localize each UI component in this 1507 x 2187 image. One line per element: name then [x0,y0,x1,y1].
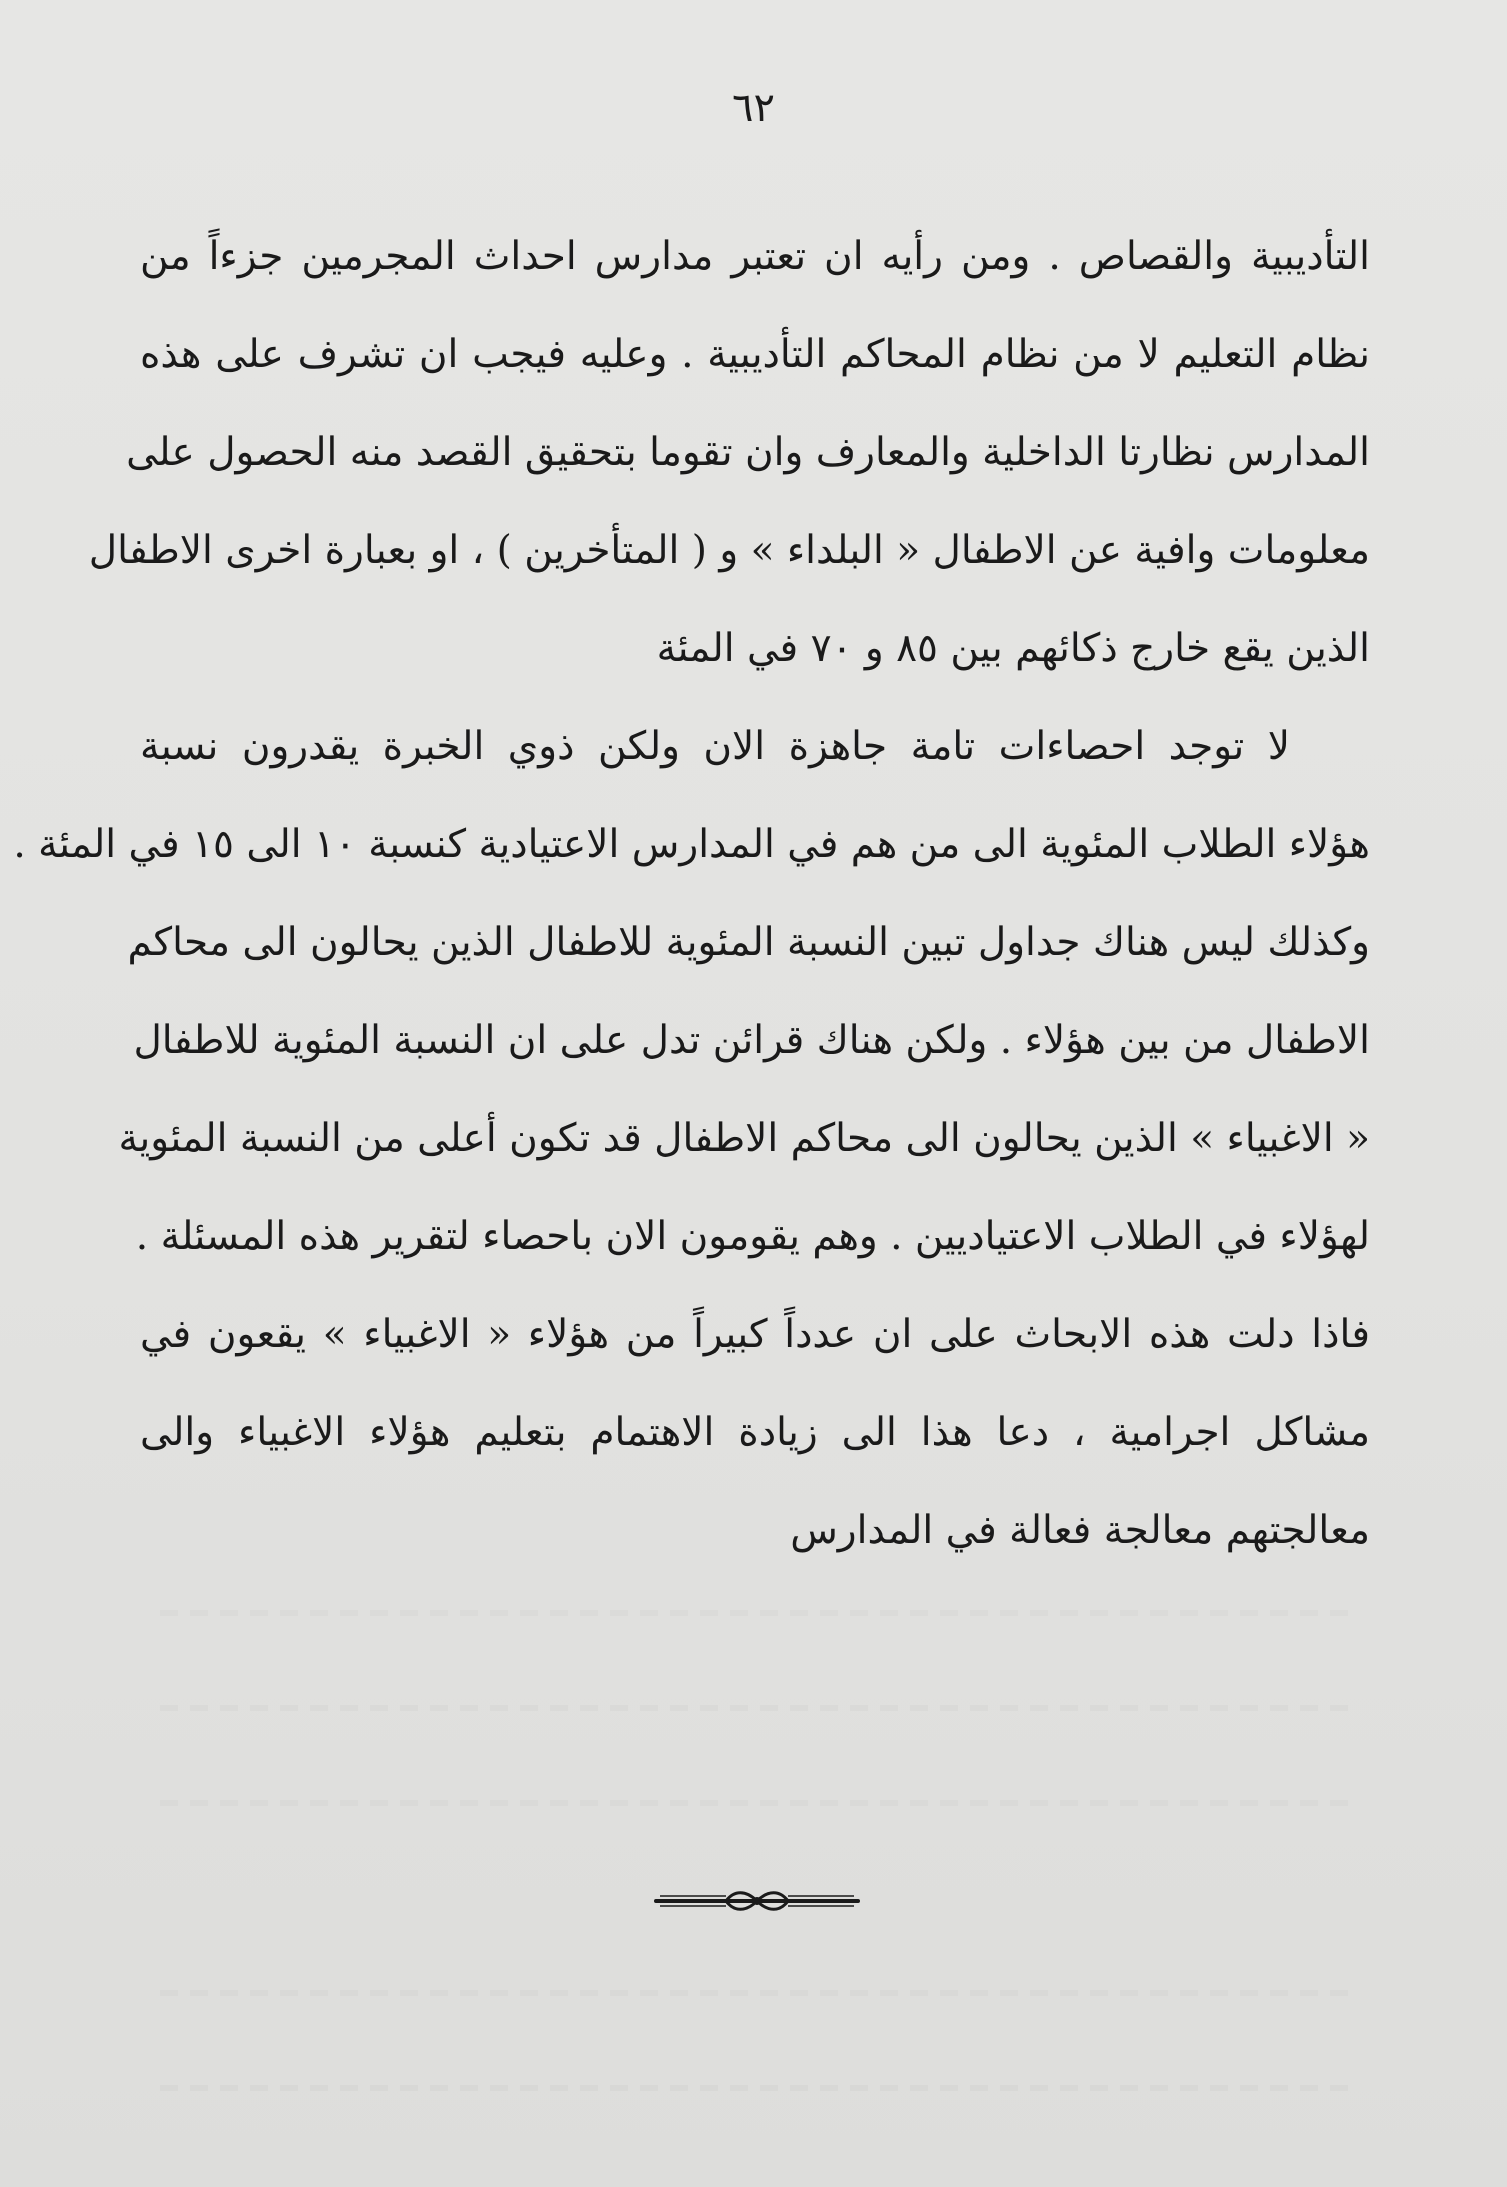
page-number: ٦٢ [732,85,775,131]
text-line: وكذلك ليس هناك جداول تبين النسبة المئوية للاطفال الذين يحالون الى محاكم [127,920,1370,965]
show-through-line [160,1800,1360,1806]
text-line: معالجتهم معالجة فعالة في المدارس [790,1508,1370,1553]
show-through-line [160,1990,1360,1996]
paragraph-1 [88,208,1370,698]
text-line: لا توجد احصاءات تامة جاهزة الان ولكن ذوي الخبرة يقدرون نسبة [140,724,1290,769]
paragraph-2 [13,698,1370,1580]
text-line: مشاكل اجرامية ، دعا هذا الى زيادة الاهتمام بتعليم هؤلاء الاغبياء والى [140,1410,1370,1455]
text-line: الاطفال من بين هؤلاء . ولكن هناك قرائن تدل على ان النسبة المئوية للاطفال [133,1018,1370,1063]
show-through-line [160,2085,1360,2091]
text-line: فاذا دلت هذه الابحاث على ان عدداً كبيراً من هؤلاء « الاغبياء » يقعون في [140,1312,1370,1357]
decorative-rule-ornament [654,1886,860,1916]
body-text [13,208,1370,1580]
text-line: هؤلاء الطلاب المئوية الى من هم في المدارس الاعتيادية كنسبة ١٠ الى ١٥ في المئة . [13,822,1370,867]
show-through-line [160,1610,1360,1616]
text-line: المدارس نظارتا الداخلية والمعارف وان تقوما بتحقيق القصد منه الحصول على [126,430,1370,475]
text-line: لهؤلاء في الطلاب الاعتياديين . وهم يقومون الان باحصاء لتقرير هذه المسئلة . [135,1214,1370,1259]
text-line: التأديبية والقصاص . ومن رأيه ان تعتبر مدارس احداث المجرمين جزءاً من [140,234,1370,279]
text-line: « الاغبياء » الذين يحالون الى محاكم الاطفال قد تكون أعلى من النسبة المئوية [118,1116,1370,1161]
text-line: الذين يقع خارج ذكائهم بين ٨٥ و ٧٠ في المئة [656,626,1370,671]
text-line: معلومات وافية عن الاطفال « البلداء » و ( المتأخرين ) ، او بعبارة اخرى الاطفال [88,528,1370,573]
show-through-line [160,1705,1360,1711]
text-line: نظام التعليم لا من نظام المحاكم التأديبية . وعليه فيجب ان تشرف على هذه [140,332,1370,377]
